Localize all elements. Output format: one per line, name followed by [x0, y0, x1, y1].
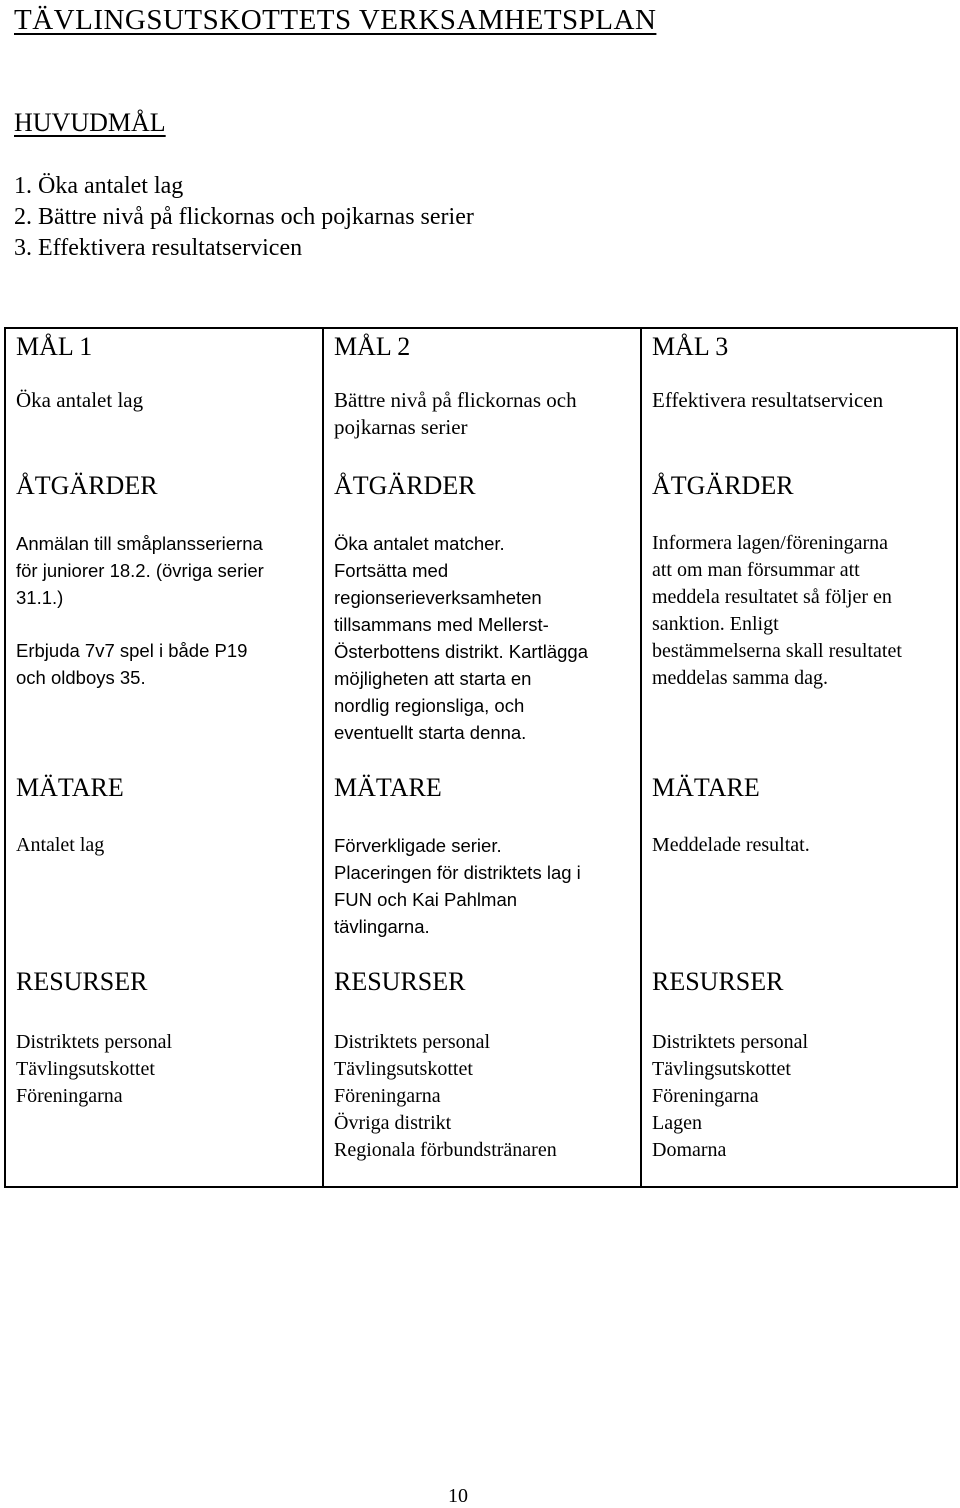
goal-heading: MÅL 2	[334, 332, 411, 361]
text-line: Förverkligade serier.	[334, 835, 502, 856]
resources-heading: RESURSER	[16, 967, 148, 996]
meter-text	[16, 832, 104, 859]
resource-item: Distriktets personal	[652, 1031, 809, 1053]
resource-item: Föreningarna	[652, 1085, 759, 1107]
column-divider	[322, 329, 324, 1186]
main-goals-list	[14, 171, 474, 264]
actions-text-secondary	[16, 637, 247, 691]
page-number: 10	[448, 1485, 468, 1507]
resources-heading: RESURSER	[334, 967, 466, 996]
meter-heading: MÄTARE	[16, 773, 124, 802]
actions-text	[16, 530, 264, 611]
resource-item: Tävlingsutskottet	[652, 1058, 791, 1080]
document-title: TÄVLINGSUTSKOTTETS VERKSAMHETSPLAN	[14, 4, 657, 36]
resource-item: Distriktets personal	[16, 1031, 173, 1053]
text-line: och oldboys 35.	[16, 667, 146, 688]
resources-list	[334, 1029, 557, 1164]
goals-table	[4, 327, 958, 1188]
text-line: pojkarnas serier	[334, 415, 468, 439]
meter-text	[652, 832, 810, 859]
text-line: regionserieverksamheten	[334, 587, 542, 608]
goal-description	[652, 387, 883, 414]
text-line: Bättre nivå på flickornas och	[334, 388, 577, 412]
goal-heading: MÅL 1	[16, 332, 93, 361]
main-goal-item: 1. Öka antalet lag	[14, 173, 184, 199]
resource-item: Tävlingsutskottet	[334, 1058, 473, 1080]
text-line: möjligheten att starta en	[334, 668, 532, 689]
actions-heading: ÅTGÄRDER	[652, 471, 794, 500]
column-divider	[640, 329, 642, 1186]
text-line: tillsammans med Mellerst-	[334, 614, 549, 635]
text-line: Placeringen för distriktets lag i	[334, 862, 581, 883]
main-goals-heading: HUVUDMÅL	[14, 108, 166, 137]
text-line: Antalet lag	[16, 834, 105, 856]
resources-list	[16, 1029, 172, 1110]
meter-text	[334, 832, 581, 940]
text-line: Öka antalet lag	[16, 388, 144, 412]
text-line: bestämmelserna skall resultatet	[652, 640, 902, 662]
goal-description	[334, 387, 577, 441]
text-line: Erbjuda 7v7 spel i både P19	[16, 640, 248, 661]
meter-heading: MÄTARE	[652, 773, 760, 802]
resource-item: Distriktets personal	[334, 1031, 491, 1053]
actions-text	[652, 530, 902, 692]
text-line: 31.1.)	[16, 587, 64, 608]
resources-heading: RESURSER	[652, 967, 784, 996]
text-line: Meddelade resultat.	[652, 834, 810, 856]
text-line: Anmälan till småplansserierna	[16, 533, 263, 554]
main-goal-item: 2. Bättre nivå på flickornas och pojkarnas serier	[14, 204, 474, 230]
text-line: Österbottens distrikt. Kartlägga	[334, 641, 588, 662]
text-line: Öka antalet matcher.	[334, 533, 505, 554]
resource-item: Övriga distrikt	[334, 1112, 452, 1134]
text-line: för juniorer 18.2. (övriga serier	[16, 560, 264, 581]
text-line: sanktion. Enligt	[652, 613, 779, 635]
text-line: tävlingarna.	[334, 916, 430, 937]
resource-item: Domarna	[652, 1139, 727, 1161]
resource-item: Regionala förbundstränaren	[334, 1139, 557, 1161]
goal-heading: MÅL 3	[652, 332, 729, 361]
actions-text	[334, 530, 588, 746]
resource-item: Föreningarna	[334, 1085, 441, 1107]
main-goal-item: 3. Effektivera resultatservicen	[14, 235, 303, 261]
resources-list	[652, 1029, 808, 1164]
text-line: nordlig regionsliga, och	[334, 695, 525, 716]
resource-item: Tävlingsutskottet	[16, 1058, 155, 1080]
text-line: att om man försummar att	[652, 559, 860, 581]
text-line: meddelas samma dag.	[652, 667, 829, 689]
resource-item: Föreningarna	[16, 1085, 123, 1107]
text-line: eventuellt starta denna.	[334, 722, 527, 743]
text-line: meddela resultatet så följer en	[652, 586, 892, 608]
actions-heading: ÅTGÄRDER	[16, 471, 158, 500]
text-line: Effektivera resultatservicen	[652, 388, 884, 412]
resource-item: Lagen	[652, 1112, 702, 1134]
actions-heading: ÅTGÄRDER	[334, 471, 476, 500]
text-line: Fortsätta med	[334, 560, 449, 581]
meter-heading: MÄTARE	[334, 773, 442, 802]
goal-description	[16, 387, 143, 414]
text-line: FUN och Kai Pahlman	[334, 889, 518, 910]
text-line: Informera lagen/föreningarna	[652, 532, 888, 554]
